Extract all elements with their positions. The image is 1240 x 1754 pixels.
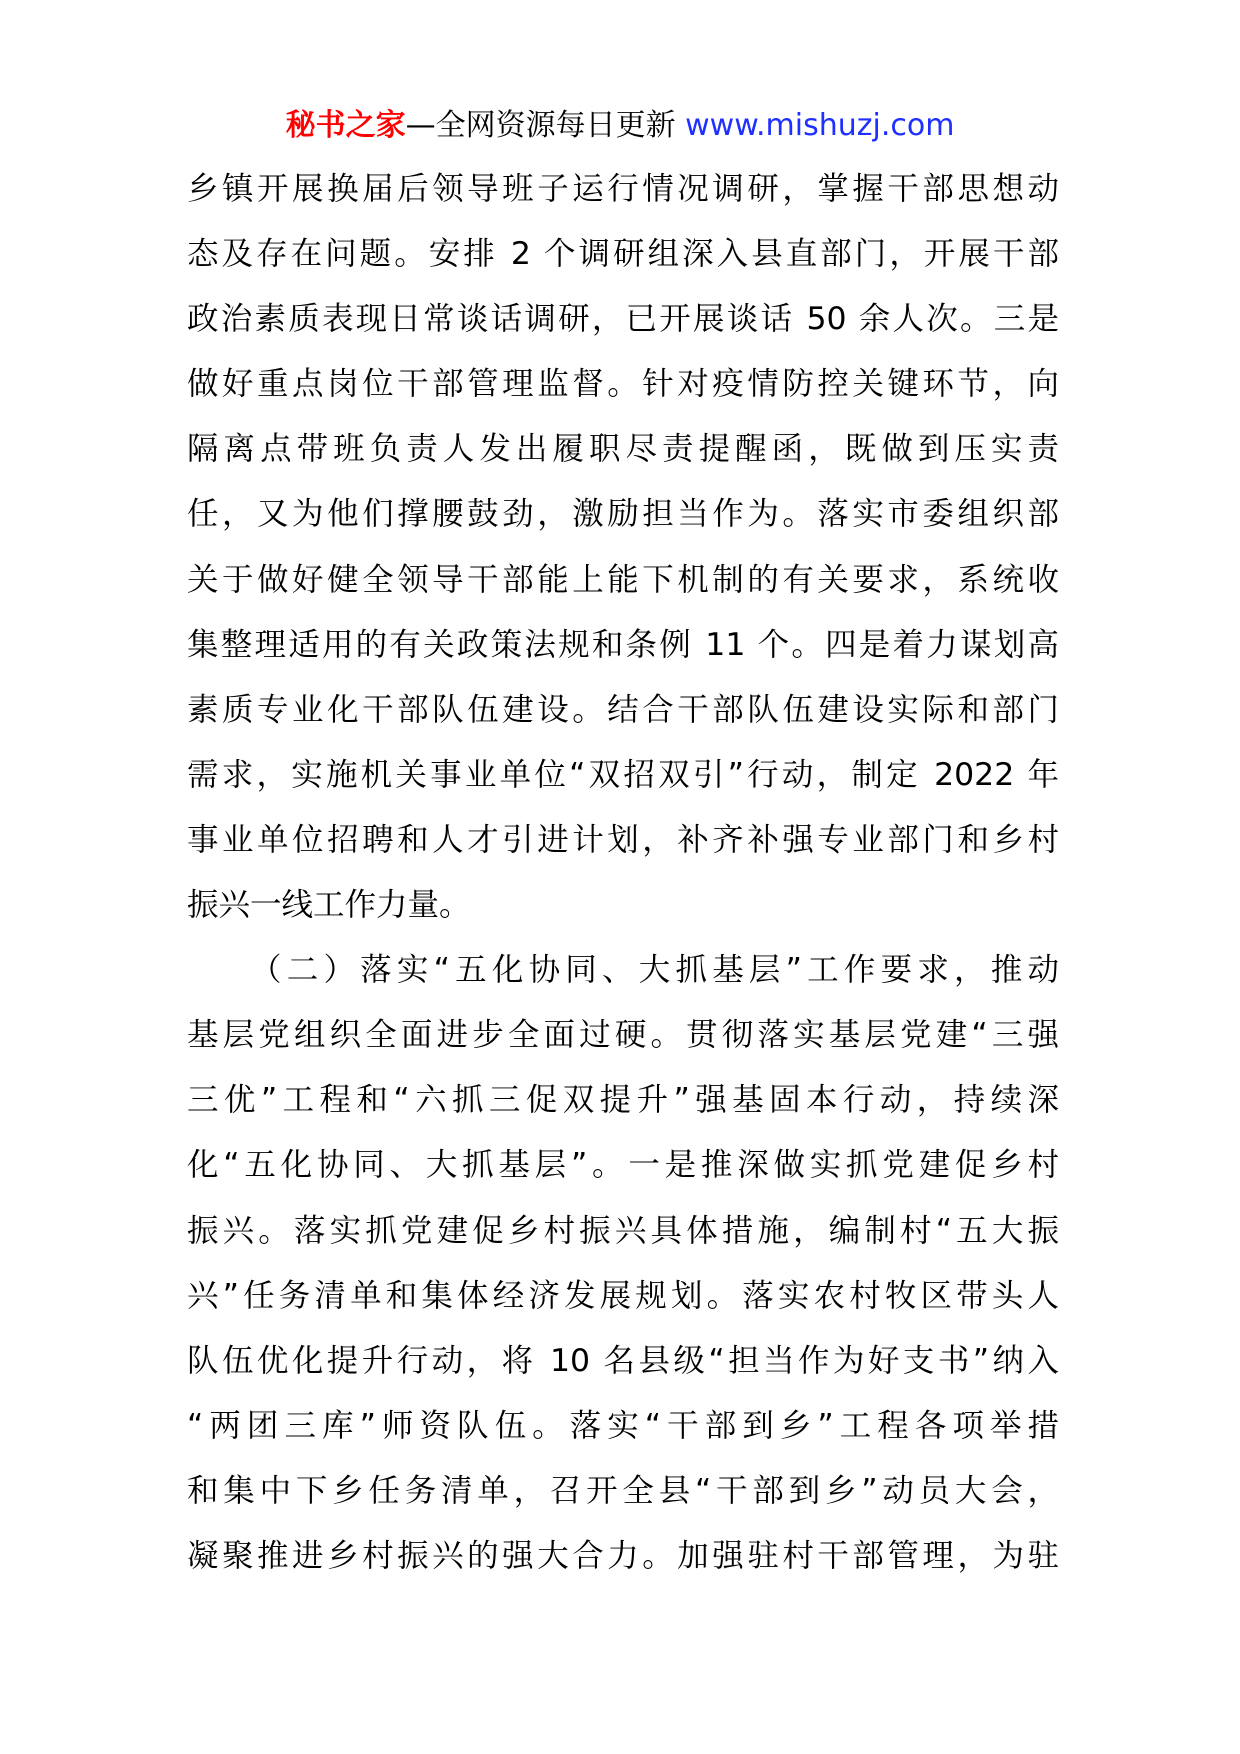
- body-line: 需求，实施机关事业单位“双招双引”行动，制定 2022 年: [187, 756, 1059, 793]
- body-line: 队伍优化提升行动，将 10 名县级“担当作为好支书”纳入: [187, 1342, 1059, 1379]
- body-line: 集整理适用的有关政策法规和条例 11 个。四是着力谋划高: [187, 626, 1059, 663]
- header-slogan: —全网资源每日更新: [405, 108, 676, 143]
- body-line: 政治素质表现日常谈话调研，已开展谈话 50 余人次。三是: [187, 301, 1059, 338]
- section-heading-line: （二）落实“五化协同、大抓基层”工作要求，推动: [250, 952, 1059, 989]
- body-line: 兴”任务清单和集体经济发展规划。落实农村牧区带头人: [187, 1277, 1059, 1314]
- body-line: 素质专业化干部队伍建设。结合干部队伍建设实际和部门: [187, 691, 1059, 728]
- document-body: [187, 157, 1059, 1589]
- body-line: “两团三库”师资队伍。落实“干部到乡”工程各项举措: [187, 1407, 1059, 1444]
- body-line: 三优”工程和“六抓三促双提升”强基固本行动，持续深: [187, 1082, 1059, 1119]
- body-line: 态及存在问题。安排 2 个调研组深入县直部门，开展干部: [187, 236, 1059, 273]
- body-line: 基层党组织全面进步全面过硬。贯彻落实基层党建“三强: [187, 1017, 1059, 1054]
- body-line: 隔离点带班负责人发出履职尽责提醒函，既做到压实责: [187, 431, 1059, 468]
- body-line: 乡镇开展换届后领导班子运行情况调研，掌握干部思想动: [187, 171, 1059, 207]
- body-line: 和集中下乡任务清单，召开全县“干部到乡”动员大会，: [187, 1472, 1059, 1509]
- page-header: [0, 98, 1240, 154]
- website-link[interactable]: www.mishuzj.com: [685, 108, 955, 143]
- body-line: 任，又为他们撑腰鼓劲，激励担当作为。落实市委组织部: [187, 496, 1059, 533]
- body-line: 化“五化协同、大抓基层”。一是推深做实抓党建促乡村: [187, 1147, 1059, 1184]
- body-line: 事业单位招聘和人才引进计划，补齐补强专业部门和乡村: [187, 821, 1059, 858]
- body-line: 振兴一线工作力量。: [187, 887, 471, 924]
- body-line: 关于做好健全领导干部能上能下机制的有关要求，系统收: [187, 561, 1059, 598]
- body-line: 凝聚推进乡村振兴的强大合力。加强驻村干部管理，为驻: [187, 1537, 1059, 1574]
- body-line: 做好重点岗位干部管理监督。针对疫情防控关键环节，向: [187, 366, 1059, 403]
- body-line: 振兴。落实抓党建促乡村振兴具体措施，编制村“五大振: [187, 1212, 1059, 1249]
- brand-name: 秘书之家: [285, 108, 406, 143]
